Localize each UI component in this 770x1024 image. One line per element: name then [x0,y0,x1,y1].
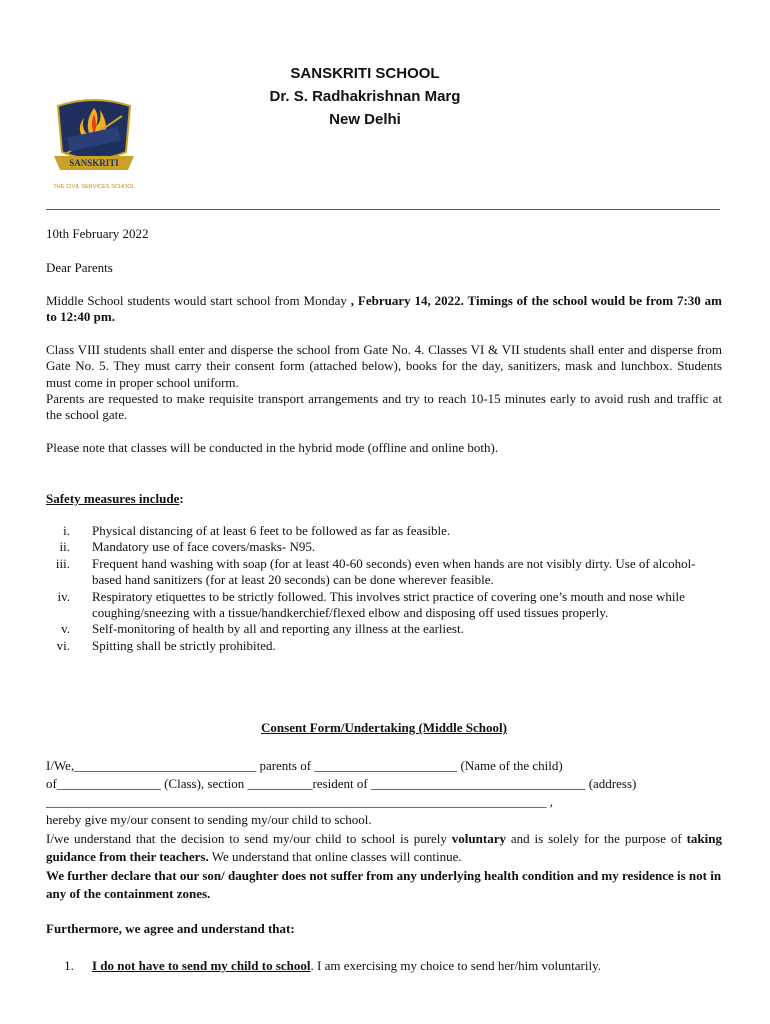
list-item-text: Frequent hand washing with soap (for at least 40-60 seconds) even when hands are not visibly dirty. Use of alcohol-based hand sanitizers (for at least 20 seconds) can be done wherever feasible. [92,555,696,588]
salutation: Dear Parents [46,260,113,275]
school-address-line1: Dr. S. Radhakrishnan Marg [269,88,461,105]
list-item [46,556,722,589]
school-name: SANSKRITI SCHOOL [290,65,440,82]
consent-text: and is solely for the purpose of [505,831,687,846]
intro-text: Middle School students would start school from Monday [46,293,351,308]
list-item-number: i. [63,523,70,538]
list-item [46,621,722,637]
logo-motto: THE CIVIL SERVICES SCHOOL [53,184,135,190]
agreement-item-text: . I am exercising my choice to send her/him voluntarily. [310,958,601,973]
header-divider [46,209,720,210]
gates-paragraph: Class VIII students shall enter and disperse the school from Gate No. 4. Classes VI & VII students shall enter and disperse from Gate No. 5. They must carry their consent form (attached below), books for the day, sanitizers, mask and lunchbox. Students must come in proper school uniform. [46,342,722,390]
list-item-number: vi. [56,637,70,653]
letter-date: 10th February 2022 [46,226,149,241]
school-address-line2: New Delhi [329,111,401,128]
list-item-text: Physical distancing of at least 6 feet to be followed as far as feasible. [92,523,451,538]
consent-text: We understand that online classes will continue. [208,849,462,864]
agreement-item-number: 1. [64,958,74,973]
safety-list [46,523,722,654]
intro-timings: , February 14, 2022. Timings of the school would be from 7:30 am to 12:40 pm. [46,293,722,325]
list-item-number: ii. [59,539,70,555]
list-item-text: Self-monitoring of health by all and reporting any illness at the earliest. [92,621,464,637]
agreement-item-bold: I do not have to send my child to school [92,958,311,973]
list-item-text: Mandatory use of face covers/masks- N95. [92,539,316,555]
consent-line-address: _____________________________________________________________________________ , [46,794,553,809]
list-item [46,589,722,622]
list-item-number: iii. [55,555,70,571]
logo-banner-text: SANSKRITI [69,158,119,168]
list-item-text: Respiratory etiquettes to be strictly followed. This involves strict practice of covering one’s mouth and nose while coughing/sneezing with a tissue/handkerchief/flexed elbow and disposing off used tissues properly. [92,588,685,621]
hybrid-mode-note: Please note that classes will be conducted in the hybrid mode (offline and online both). [46,440,499,455]
list-item [46,523,722,539]
consent-line-parents: I/We,____________________________ parents of ______________________ (Name of the child) [46,758,563,773]
safety-heading-colon: : [179,491,184,506]
health-declaration: We further declare that our son/ daughter does not suffer from any underlying health condition and my residence is not in any of the containment zones. [46,868,722,901]
agreement-item-1 [46,958,722,974]
consent-line-give: hereby give my/our consent to sending my/our child to school. [46,812,372,827]
consent-voluntary-word: voluntary [451,831,506,846]
safety-heading [46,491,722,507]
consent-form-title: Consent Form/Undertaking (Middle School) [261,720,507,735]
consent-text: I/we understand that the decision to send my/our child to school is purely [46,831,452,846]
list-item [46,539,722,555]
intro-paragraph [46,293,722,326]
furthermore-heading: Furthermore, we agree and understand that: [46,921,295,936]
transport-paragraph: Parents are requested to make requisite transport arrangements and try to reach 10-15 minutes early to avoid rush and traffic at the school gate. [46,391,722,423]
consent-voluntary-paragraph [46,830,722,866]
list-item-text: Spitting shall be strictly prohibited. [92,637,276,653]
consent-guidance-phrase: taking guidance from their teachers. [46,831,722,864]
list-item [46,638,722,654]
school-logo [44,96,144,192]
consent-line-class: of________________ (Class), section __________resident of _________________________________ (address) [46,776,637,791]
list-item-number: v. [61,621,70,637]
safety-heading-text: Safety measures include [46,491,180,506]
list-item-number: iv. [57,588,70,604]
letterhead [150,62,580,131]
